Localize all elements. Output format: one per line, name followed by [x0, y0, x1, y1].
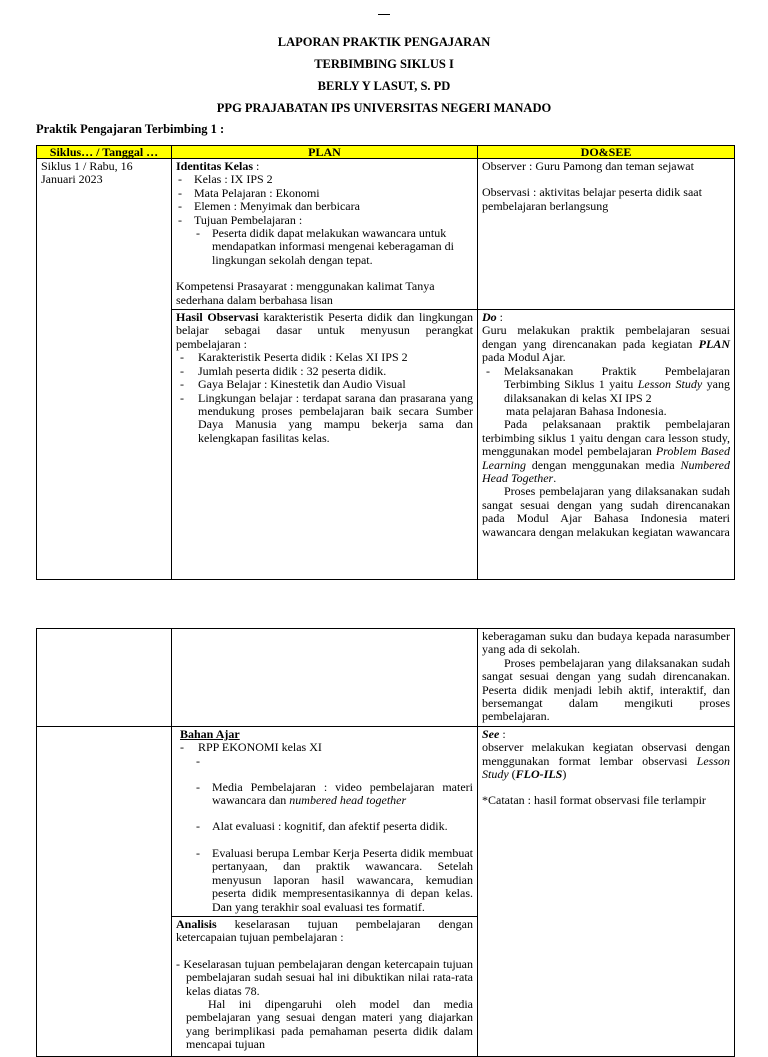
analisis-cell — [172, 916, 478, 1056]
empty-cycle-cell — [37, 629, 172, 727]
top-rule-mark — [378, 14, 390, 15]
see-cell — [478, 726, 735, 1056]
hasil-item-jumlah: - Jumlah peserta didik : 32 peserta didik. — [176, 365, 473, 378]
do-p2-end: . — [553, 470, 557, 485]
report-subtitle: TERBIMBING SIKLUS I — [314, 57, 454, 71]
bahan-ajar-cell — [172, 726, 478, 916]
analisis-heading: Analisis — [176, 917, 217, 931]
do-p2-nht: Numbered Head Together — [482, 457, 730, 485]
observasi-line: Observasi : aktivitas belajar peserta didik saat pembelajaran berlangsung — [482, 185, 702, 213]
identitas-item-mapel: - Mata Pelajaran : Ekonomi — [176, 187, 473, 200]
kompetensi-prasyarat: Kompetensi Prasayarat : menggunakan kalimat Tanya sederhana dalam berbahasa lisan — [176, 279, 435, 307]
see-paragraph — [482, 741, 730, 781]
do-paragraph-1 — [482, 324, 730, 364]
analisis-intro: keselarasan tujuan pembelajaran dengan ketercapaian tujuan pembelajaran : — [176, 917, 473, 945]
empty-plan-cell — [172, 629, 478, 727]
do-p2-text: Pada pelaksanaan praktik pembelajaran terbimbing siklus 1 yaitu dengan cara lesson study, menggunakan model pembelajaran — [482, 417, 730, 459]
see-label: See — [482, 726, 500, 741]
header-cycle: Siklus… / Tanggal … — [37, 146, 172, 159]
identitas-item-tujuan: - Tujuan Pembelajaran : — [176, 214, 473, 227]
hasil-item-karakteristik: - Karakteristik Peserta didik : Kelas XI IPS 2 — [176, 351, 473, 364]
identitas-heading-suffix: : — [253, 159, 260, 173]
see-note: *Catatan : hasil format observasi file terlampir — [482, 793, 706, 808]
observer-cell — [478, 159, 735, 310]
do-p1-plan: PLAN — [698, 336, 730, 351]
see-p1-flo-ils: FLO-ILS — [515, 767, 563, 782]
practice-table-page-2 — [36, 628, 735, 1057]
see-label-suffix: : — [499, 726, 506, 741]
identitas-item-kelas: - Kelas : IX IPS 2 — [176, 173, 473, 186]
bahan-media-text: Media Pembelajaran : video pembelajaran materi wawancara dan — [212, 779, 473, 808]
do-p2-pbl: Problem Based Learning — [482, 444, 730, 472]
do-bullet-end: yang dilaksanakan di kelas XI IPS 2 — [504, 377, 731, 405]
do-cell — [478, 310, 735, 580]
do-paragraph-3: Proses pembelajaran yang dilaksanakan sudah sangat sesuai dengan yang sudah direncanakan pada Modul Ajar Bahasa Indonesia materi wawancara dengan melakukan kegiatan wawancara — [482, 484, 730, 539]
observer-line: Observer : Guru Pamong dan teman sejawat — [482, 159, 694, 173]
do-p1-text: Guru melakukan praktik pembelajaran sesuai dengan yang direncanakan pada kegiatan — [482, 323, 730, 351]
table-row-continuation — [37, 629, 735, 727]
table-row-identitas — [37, 159, 735, 310]
section-label: Praktik Pengajaran Terbimbing 1 : — [36, 122, 225, 136]
analisis-paragraph-1: - Keselarasan tujuan pembelajaran dengan ketercapain tujuan pembelajaran sudah sesuai hal ini dibuktikan nilai rata-rata kelas diatas 78. — [176, 956, 473, 998]
report-title: LAPORAN PRAKTIK PENGAJARAN — [277, 35, 491, 49]
bahan-heading: Bahan Ajar — [180, 726, 240, 741]
header-plan: PLAN — [172, 146, 478, 159]
report-institution: PPG PRAJABATAN IPS UNIVERSITAS NEGERI MANADO — [216, 101, 552, 115]
bahan-item-evaluasi: - Evaluasi berupa Lembar Kerja Peserta didik membuat pertanyaan, dan praktik wawancara. Setelah menyusun laporan hasil wawancara, kemudian peserta didik mempresentasikannya di depan kelas. Dan yang terakhir soal evaluasi tes formatif. — [176, 847, 473, 914]
hasil-observasi-cell — [172, 310, 478, 580]
do-bullet-text: Melaksanakan Praktik Pembelajaran Terbimbing Siklus 1 yaitu — [504, 363, 730, 392]
practice-table-page-1 — [36, 145, 735, 580]
do-p2-mid: dengan menggunakan media — [526, 457, 681, 472]
header-do-see: DO&SEE — [478, 146, 735, 159]
identitas-cell — [172, 159, 478, 310]
see-p1-close: ) — [562, 767, 567, 782]
do-label-suffix: : — [496, 310, 504, 325]
bahan-item-rpp: - RPP EKONOMI kelas XI — [176, 741, 473, 754]
do-label: Do — [482, 310, 497, 325]
hasil-item-lingkungan: - Lingkungan belajar : terdapat sarana dan prasarana yang mendukung proses pembelajaran baik secara Sumber Daya Manusia yang mampu bekerja sama dan kelengkapan fasilitas kelas. — [176, 392, 473, 446]
identitas-heading: Identitas Kelas — [176, 159, 254, 173]
continuation-cell — [478, 629, 735, 727]
hasil-heading: Hasil Observasi — [176, 310, 259, 325]
do-bullet-lesson-study: Lesson Study — [637, 377, 703, 392]
analisis-paragraph-2: Hal ini dipengaruhi oleh model dan media pembelajaran yang sesuai dengan materi yang diajarkan yang berimplikasi pada pemahaman peserta didik dalam mencapai tujuan — [186, 996, 473, 1052]
table-header-row — [37, 146, 735, 159]
continuation-paragraph-1: keberagaman suku dan budaya kepada narasumber yang ada di sekolah. — [482, 629, 730, 657]
do-bullet-continuation: mata pelajaran Bahasa Indonesia. — [506, 403, 667, 418]
table-row-bahan — [37, 726, 735, 916]
empty-cycle-cell-2 — [37, 726, 172, 1056]
do-p1-end: pada Modul Ajar. — [482, 350, 566, 365]
tujuan-sub-item: - Peserta didik dapat melakukan wawancara untuk mendapatkan informasi mengenai keberagaman di lingkungan sekolah dengan tepat. — [176, 227, 473, 267]
cycle-date-cell — [37, 159, 172, 580]
cycle-date-text: Siklus 1 / Rabu, 16 Januari 2023 — [41, 159, 133, 187]
bahan-media-nht: numbered head together — [289, 793, 407, 808]
do-bullet — [482, 365, 730, 405]
hasil-intro: karakteristik Peserta didik dan lingkungan belajar sebagai dasar untuk menyusun perangkat pembelajaran : — [176, 310, 473, 351]
see-p1-lesson-study: Lesson Study — [482, 753, 730, 782]
do-paragraph-2 — [482, 418, 730, 485]
continuation-paragraph-2: Proses pembelajaran yang dilaksanakan sudah sangat sesuai dengan yang sudah direncanakan. Peserta didik menjadi lebih aktif, interaktif, dan bersemangat dalam mengikuti proses pembelajaran. — [482, 655, 730, 724]
bahan-item-empty — [176, 755, 473, 768]
bahan-item-alat: - Alat evaluasi : kognitif, dan afektif peserta didik. — [176, 820, 473, 833]
see-p1-text: observer melakukan kegiatan observasi dengan menggunakan format lembar observasi — [482, 740, 730, 768]
bahan-item-media — [176, 781, 473, 808]
identitas-item-elemen: - Elemen : Menyimak dan berbicara — [176, 200, 473, 213]
hasil-item-gaya: - Gaya Belajar : Kinestetik dan Audio Visual — [176, 378, 473, 391]
report-author: BERLY Y LASUT, S. PD — [317, 79, 451, 93]
see-p1-open: ( — [508, 767, 516, 782]
